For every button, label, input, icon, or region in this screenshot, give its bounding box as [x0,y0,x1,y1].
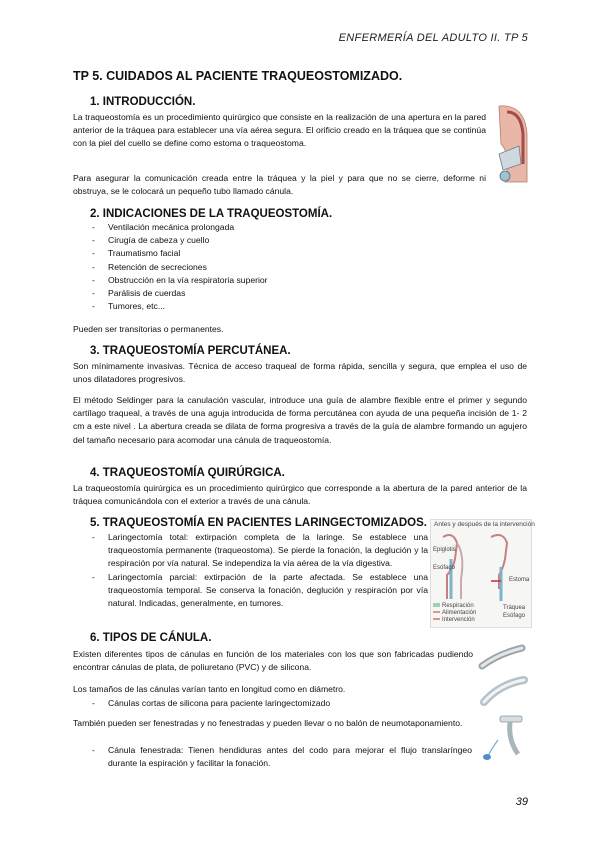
list-item-text: Retención de secreciones [108,261,207,272]
cannula-fenestrated-list [92,744,472,770]
list-item-text: Cirugía de cabeza y cuello [108,235,210,246]
bullet-dash: - [92,698,95,708]
section-6-paragraph-3: También pueden ser fenestradas y no fenestradas y pueden llevar o no balón de neumotaponamiento. [73,718,463,728]
section-3-heading: 3. TRAQUEOSTOMÍA PERCUTÁNEA. [90,345,291,357]
list-item-text: Traumatismo facial [108,248,181,259]
bullet-dash: - [92,301,95,312]
tracheostomy-illustration [497,104,529,184]
anatomy-diagram [431,529,531,625]
list-item [92,531,428,571]
list-item-text: Laringectomía total: extirpación completa de la laringe. Se establece una traqueostomía permanente (traqueostoma). Se pierde la fonación, la deglución y la respiración por vía natural. Se independiza la vía aérea de la vía digestiva. [108,532,428,569]
list-item-text: Parálisis de cuerdas [108,288,186,299]
list-item-text: Cánulas cortas de silicona para paciente laringectomizado [108,698,331,708]
section-3-paragraph-1: Son mínimamente invasivas. Técnica de acceso traqueal de forma rápida, sencilla y segura, que emplea el uso de unos dilatadores progresivos. [73,361,527,385]
list-item-text: Ventilación mecánica prolongada [108,222,235,232]
bullet-dash: - [92,261,95,272]
list-item [92,221,472,234]
bullet-dash: - [92,248,95,259]
cannula-short-list [92,697,472,710]
running-header: ENFERMERÍA DEL ADULTO II. TP 5 [338,32,528,44]
legend-alimentacion: Alimentación [442,610,477,616]
list-item [92,744,472,770]
list-item [92,261,472,274]
section-4-heading: 4. TRAQUEOSTOMÍA QUIRÚRGICA. [90,467,285,479]
label-traquea: Tráquea [503,605,526,611]
list-item [92,274,472,287]
bullet-dash: - [92,235,95,246]
section-1-heading: 1. INTRODUCCIÓN. [90,96,196,108]
list-item [92,300,472,313]
list-item-text: Tumores, etc... [108,301,165,312]
intervention-figure [430,519,535,628]
list-item [92,247,472,260]
bullet-dash: - [92,571,95,582]
label-esofago-bottom: Esófago [503,613,526,619]
section-6-paragraph-1: Existen diferentes tipos de cánulas en función de los materiales con los que son fabricadas pudiendo encontrar cánulas de plata, de poliuretano (PVC) y de silicona. [73,649,473,673]
legend-respiracion: Respiración [442,603,474,609]
label-epiglotis: Epiglotis [433,547,456,553]
figure-title: Antes y después de la intervención [434,521,535,528]
list-item [92,234,472,247]
page-title: TP 5. CUIDADOS AL PACIENTE TRAQUEOSTOMIZADO. [73,69,403,83]
bullet-dash: - [92,222,95,232]
balloon-cannula-image [483,716,522,760]
silver-cannula-image [482,648,522,666]
legend-swatch-respiracion [433,603,440,607]
section-6-heading: 6. TIPOS DE CÁNULA. [90,632,212,644]
section-5-heading: 5. TRAQUEOSTOMÍA EN PACIENTES LARINGECTOMIZADOS. [90,517,427,529]
section-4-paragraph-1: La traqueostomía quirúrgica es un procedimiento quirúrgico que corresponde a la abertura de la pared anterior de la tráquea comunicándola con el exterior a través de una cánula. [73,483,527,507]
bullet-dash: - [92,274,95,285]
section-1-paragraph-2: Para asegurar la comunicación creada entre la tráquea y la piel y para que no se cierre, deforme ni obstruya, se le colocará un pequeño tubo llamado cánula. [73,173,486,197]
label-esofago-top: Esófago [433,565,456,571]
laryngectomy-list [92,531,428,610]
legend-intervencion: Intervención [442,617,475,623]
section-3-paragraph-2: El método Seldinger para la canulación vascular, introduce una guía de alambre flexible entre el primer y segundo cartílago traqueal, a través de una aguja introducida de forma percutánea con ayuda de una pequeña incisión de 1- 2 cm a este nivel . La abertura creada se dilata de forma progresiva a través de la guía de alambre formando un agujero del tamaño necesario para acomodar una cánula de traqueostomía. [73,395,527,445]
section-2-heading: 2. INDICACIONES DE LA TRAQUEOSTOMÍA. [90,208,333,220]
list-item [92,287,472,300]
list-item [92,697,472,710]
list-item-text: Cánula fenestrada: Tienen hendiduras antes del codo para mejorar el flujo translaríngeo durante la espiración y facilitar la fonación. [108,745,472,769]
label-estoma: Estoma [509,577,530,583]
section-2-note: Pueden ser transitorias o permanentes. [73,324,224,334]
section-1-paragraph-1: La traqueostomía es un procedimiento quirúrgico que consiste en la realización de una apertura en la pared anterior de la tráquea para establecer una vía aérea segura. El orificio creado en la tráquea que se continúa con la piel del cuello se define como estoma o traqueostoma. [73,112,486,149]
section-6-paragraph-2: Los tamaños de las cánulas varían tanto en longitud como en diámetro. [73,684,346,694]
bullet-dash: - [92,745,95,755]
list-item [92,571,428,611]
bullet-dash: - [92,532,95,542]
cannula-illustrations [478,644,530,762]
pvc-cannula-image [484,680,524,702]
list-item-text: Obstrucción en la vía respiratoria superior [108,274,268,285]
indications-list [92,221,472,313]
list-item-text: Laringectomía parcial: extirpación de la parte afectada. Se establece una traqueostomía temporal. Se conserva la fonación, deglución y respiración por vía natural. Indicadas, generalmente, en tumores. [108,571,428,609]
page-number: 39 [515,796,528,808]
bullet-dash: - [92,288,95,299]
